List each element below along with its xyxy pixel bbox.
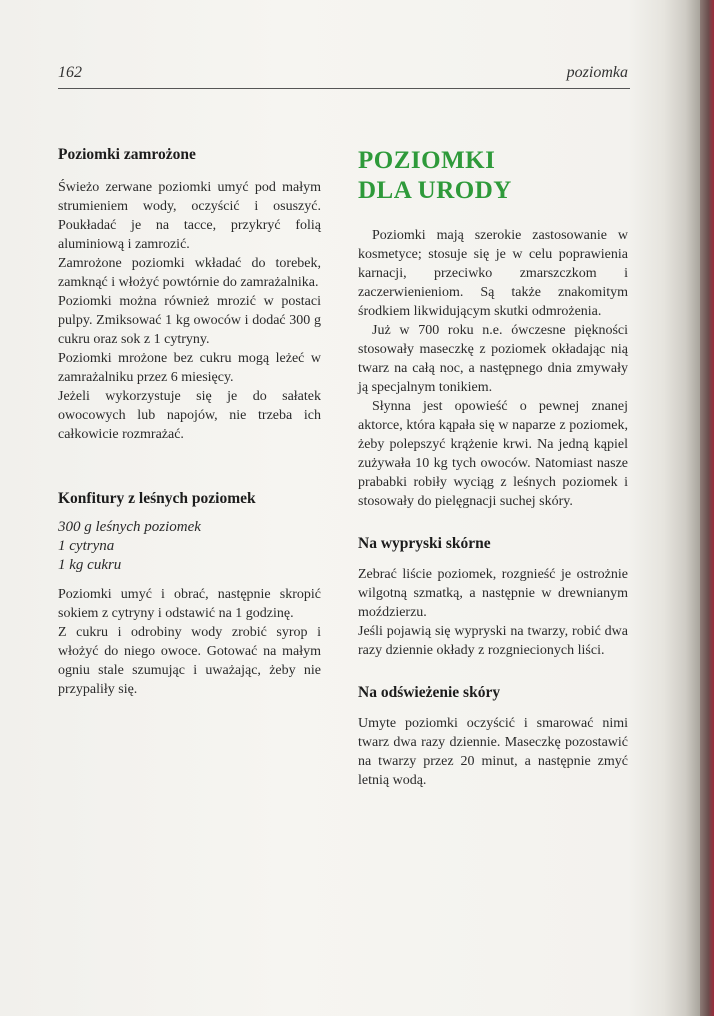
ingredient-list	[58, 518, 321, 575]
book-binding-edge	[700, 0, 714, 1016]
paragraph: Umyte poziomki oczyścić i smarować nimi twarz dwa razy dziennie. Maseczkę pozostawić na twarzy przez 20 minut, a następnie zmyć letnią wodą.	[358, 716, 628, 788]
running-title: poziomka	[566, 64, 628, 81]
page-header	[58, 60, 628, 90]
paragraph: Poziomki mrożone bez cukru mogą leżeć w zamrażalniku przez 6 miesięcy.	[58, 351, 321, 385]
main-title-line-2: DLA URODY	[358, 177, 512, 204]
page-number: 162	[58, 64, 82, 81]
paragraph: Jeżeli wykorzystuje się je do sałatek owocowych lub napojów, nie trzeba ich całkowicie rozmrażać.	[58, 389, 321, 442]
ingredient-item: 1 cytryna	[58, 538, 115, 554]
paragraph: Zamrożone poziomki wkładać do torebek, zamknąć i włożyć powtórnie do zamrażalnika.	[58, 256, 321, 290]
paragraph: Poziomki mają szerokie zastosowanie w kosmetyce; stosuje się je w celu poprawienia karnacji, przeciwko zmarszczkom i zaczerwienieniom. Są także znakomitym środkiem likwidującym skutki odmrożenia.	[358, 228, 628, 319]
main-title-line-1: POZIOMKI	[358, 147, 496, 174]
ingredient-item: 300 g leśnych poziomek	[58, 519, 201, 535]
paragraph: Słynna jest opowieść o pewnej znanej aktorce, która kąpała się w naparze z poziomek, żeby polepszyć krążenie krwi. Na jedną kąpiel zużywała 10 kg tych owoców. Natomiast nasze prababki robiły wyciąg z leśnych poziomek i stosowały do pielęgnacji suchej skóry.	[358, 399, 628, 509]
header-rule	[58, 88, 630, 89]
paragraph: Jeśli pojawią się wypryski na twarzy, robić dwa razy dziennie okłady z rozgniecionych liści.	[358, 624, 628, 658]
left-column	[58, 146, 321, 699]
paragraph: Poziomki można również mrozić w postaci pulpy. Zmiksować 1 kg owoców i dodać 300 g cukru oraz sok z 1 cytryny.	[58, 294, 321, 347]
ingredient-item: 1 kg cukru	[58, 557, 122, 573]
section-title-konfitury: Konfitury z leśnych poziomek	[58, 490, 256, 507]
section-title-odswiezenie: Na odświeżenie skóry	[358, 684, 501, 701]
paragraph: Świeżo zerwane poziomki umyć pod małym strumieniem wody, oczyścić i osuszyć. Poukładać je na tacce, przykryć folią aluminiową i zamrozić.	[58, 180, 321, 252]
main-title	[358, 146, 628, 206]
section-title-wypryski: Na wypryski skórne	[358, 535, 491, 552]
paragraph: Już w 700 roku n.e. ówczesne piękności stosowały maseczkę z poziomek okładając nią twarz na całą noc, a następnego dnia zmywały ją specjalnym tonikiem.	[358, 323, 628, 395]
right-column	[358, 146, 628, 790]
paragraph: Poziomki umyć i obrać, następnie skropić sokiem z cytryny i odstawić na 1 godzinę.	[58, 587, 321, 621]
paragraph: Zebrać liście poziomek, rozgnieść je ostrożnie wilgotną szmatką, a następnie w drewnianym moździerzu.	[358, 567, 628, 620]
section-title-poziomki-zamrozone: Poziomki zamrożone	[58, 146, 196, 163]
paragraph: Z cukru i odrobiny wody zrobić syrop i włożyć do niego owoce. Gotować na małym ogniu stale szumując i uważając, żeby nie przypaliły się.	[58, 625, 321, 697]
